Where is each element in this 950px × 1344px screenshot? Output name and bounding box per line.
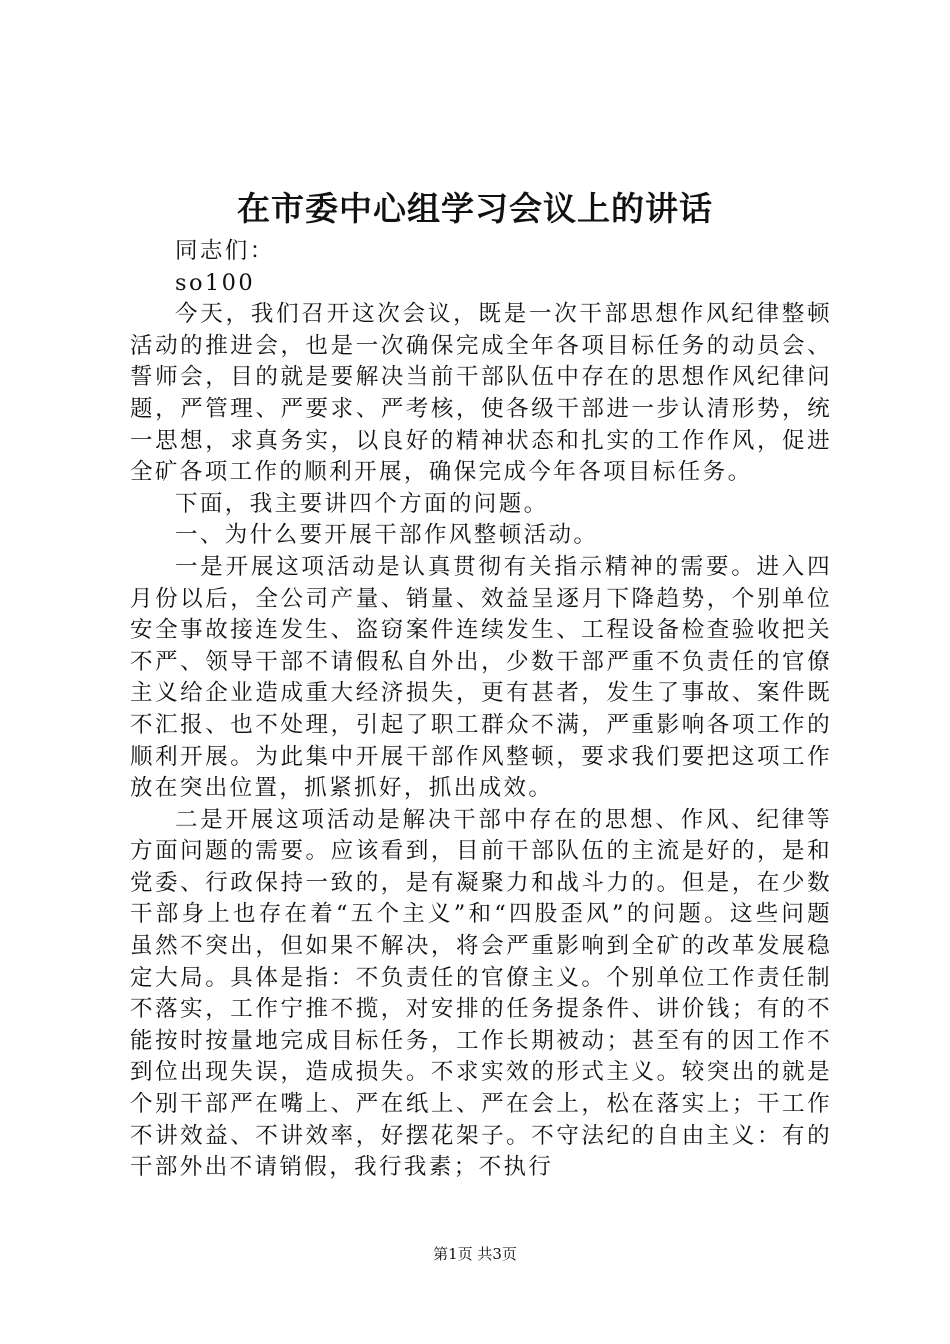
point-1-paragraph: 一是开展这项活动是认真贯彻有关指示精神的需要。进入四月份以后，全公司产量、销量、效益呈逐月下降趋势，个别单位安全事故接连发生、盗窃案件连续发生、工程设备检查验收把关不严、领导干部不请假私自外出，少数干部严重不负责任的官僚主义给企业造成重大经济损失，更有甚者，发生了事故、案件既不汇报、也不处理，引起了职工群众不满，严重影响各项工作的顺利开展。为此集中开展干部作风整顿，要求我们要把这项工作放在突出位置，抓紧抓好，抓出成效。	[130, 553, 832, 802]
document-title: 在市委中心组学习会议上的讲话	[237, 189, 713, 228]
code-paragraph: so100	[175, 269, 256, 296]
document-body	[130, 236, 832, 1184]
outline-paragraph: 下面，我主要讲四个方面的问题。	[175, 490, 549, 517]
salutation-paragraph: 同志们：	[175, 238, 275, 264]
point-2-paragraph: 二是开展这项活动是解决干部中存在的思想、作风、纪律等方面问题的需要。应该看到，目前干部队伍的主流是好的，是和党委、行政保持一致的，是有凝聚力和战斗力的。但是，在少数干部身上也存在着“五个主义”和“四股歪风”的问题。这些问题虽然不突出，但如果不解决，将会严重影响到全矿的改革发展稳定大局。具体是指：不负责任的官僚主义。个别单位工作责任制不落实，工作宁推不揽，对安排的任务提条件、讲价钱；有的不能按时按量地完成目标任务，工作长期被动；甚至有的因工作不到位出现失误，造成损失。不求实效的形式主义。较突出的就是个别干部严在嘴上、严在纸上、严在会上，松在落实上；干工作不讲效益、不讲效率，好摆花架子。不守法纪的自由主义：有的干部外出不请销假，我行我素；不执行	[130, 806, 832, 1181]
page-number: 第1页 共3页	[433, 1245, 517, 1263]
section-heading-1: 一、为什么要开展干部作风整顿活动。	[175, 522, 599, 549]
intro-paragraph: 今天，我们召开这次会议，既是一次干部思想作风纪律整顿活动的推进会，也是一次确保完成全年各项目标任务的动员会、誓师会，目的就是要解决当前干部队伍中存在的思想作风纪律问题，严管理、严要求、严考核，使各级干部进一步认清形势，统一思想，求真务实，以良好的精神状态和扎实的工作作风，促进全矿各项工作的顺利开展，确保完成今年各项目标任务。	[130, 301, 832, 486]
